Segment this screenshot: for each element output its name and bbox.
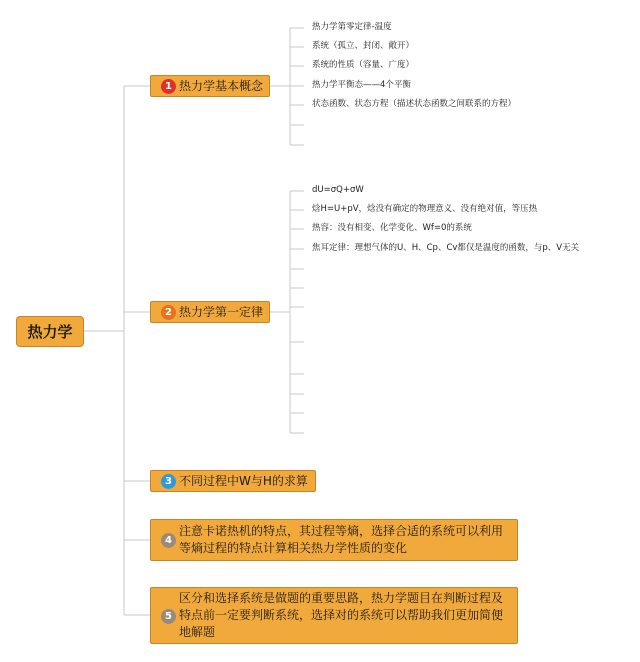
leaf-item[interactable]: 状态函数、状态方程（描述状态函数之间联系的方程）: [312, 99, 517, 109]
topic-system-selection[interactable]: [150, 587, 518, 644]
number-5-icon: 5: [161, 609, 176, 624]
leaf-item[interactable]: 热力学第零定律-温度: [312, 22, 392, 32]
leaf-item[interactable]: 热力学平衡态——4个平衡: [312, 80, 411, 90]
topic-basic-concepts[interactable]: [150, 75, 270, 97]
topic-label-line: 注意卡诺热机的特点，其过程等熵，选择合适的系统可以利用: [179, 524, 504, 538]
topic-label-line: 区分和选择系统是做题的重要思路，热力学题目在判断过程及: [179, 591, 504, 605]
topic-w-h-calculation[interactable]: [150, 470, 316, 492]
topic-label-line: 地解题: [179, 625, 216, 639]
number-2-icon: 2: [161, 305, 176, 320]
leaf-item[interactable]: 焓H=U+pV，焓没有确定的物理意义、没有绝对值，等压热: [312, 204, 538, 214]
leaf-item[interactable]: 系统（孤立、封闭、敞开）: [312, 41, 415, 51]
number-4-icon: 4: [161, 533, 176, 548]
number-3-icon: 3: [161, 474, 176, 489]
leaf-item[interactable]: dU=σQ+σW: [312, 185, 364, 195]
topic-carnot-note[interactable]: [150, 519, 518, 561]
root-topic-label: 热力学: [27, 323, 73, 341]
topic-label: 不同过程中W与H的求算: [179, 473, 308, 488]
topic-label: 热力学第一定律: [179, 304, 264, 319]
leaf-item[interactable]: 焦耳定律：理想气体的U、H、Cp、Cv都仅是温度的函数，与p、V无关: [312, 243, 580, 253]
number-1-icon: 1: [161, 79, 176, 94]
leaf-item[interactable]: 热容：没有相变、化学变化、Wf=0的系统: [312, 223, 472, 233]
leaf-item[interactable]: 系统的性质（容量、广度）: [312, 60, 415, 70]
topic-label: 热力学基本概念: [179, 78, 264, 93]
topic-first-law[interactable]: [150, 301, 270, 323]
root-topic[interactable]: [16, 316, 84, 347]
topic-label-line: 等熵过程的特点计算相关热力学性质的变化: [179, 541, 408, 555]
topic-label-line: 特点前一定要判断系统，选择对的系统可以帮助我们更加简便: [179, 608, 504, 622]
